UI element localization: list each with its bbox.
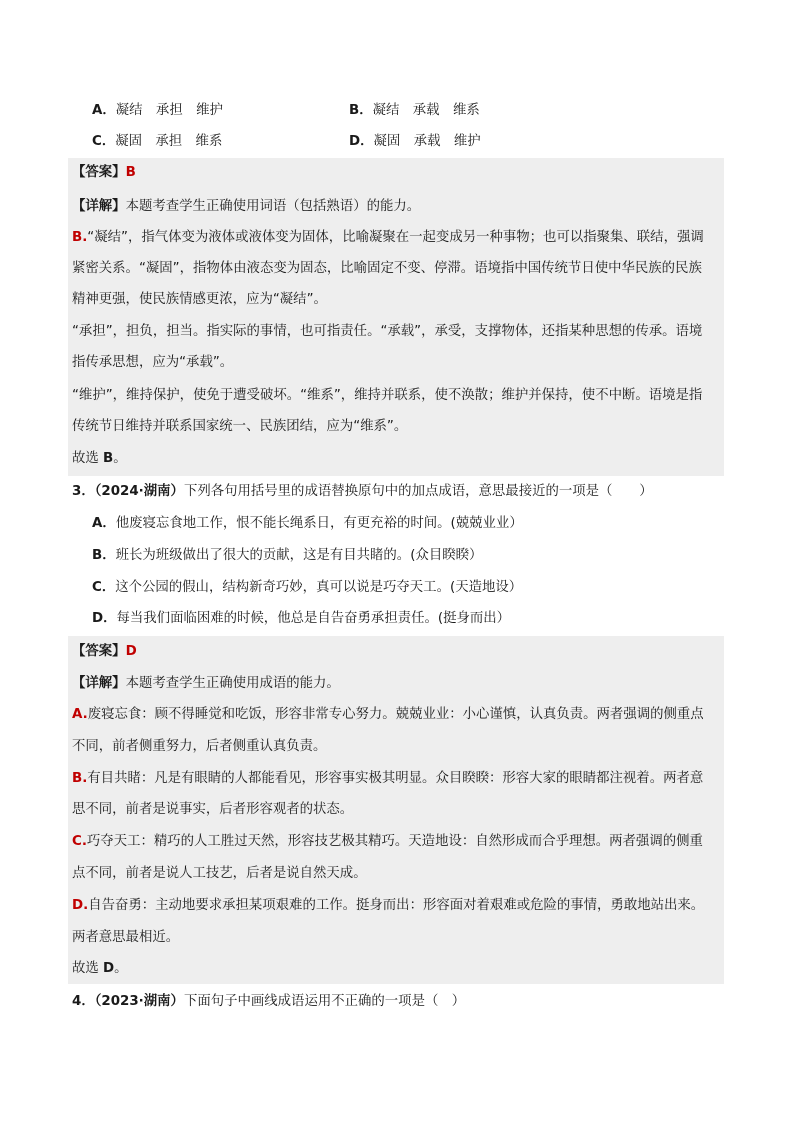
q3-detail-line: 思不同，前者是说事实，后者形容观者的状态。 (72, 802, 354, 817)
q3-stem: 3．（2024·湖南）下列各句用括号里的成语替换原句中的加点成语，意思最接近的一项是（ ） (72, 484, 653, 499)
q2-detail-line: 传统节日维持并联系国家统一、民族团结，应为“维系”。 (72, 419, 408, 434)
q2-detail-line: 精神更强，使民族情感更浓，应为“凝结”。 (72, 292, 327, 307)
q3-detail-line: D.自告奋勇：主动地要求承担某项艰难的工作。挺身而出：形容面对着艰难或危险的事情，勇敢地站出来。 (72, 898, 705, 913)
q3-option-b: B．班长为班级做出了很大的贡献，这是有目共睹的。(众目睽睽） (92, 548, 483, 563)
q2-option-b: B．凝结 承载 维系 (349, 103, 480, 118)
q3-detail-line: 不同，前者侧重努力，后者侧重认真负责。 (72, 739, 327, 754)
q2-detail-line: 指传承思想，应为“承载”。 (72, 355, 234, 370)
q3-detail-line: 点不同，前者是说人工技艺，后者是说自然天成。 (72, 866, 367, 881)
q4-stem: 4．（2023·湖南）下面句子中画线成语运用不正确的一项是（ ） (72, 994, 466, 1009)
q2-option-d: D．凝固 承载 维护 (349, 134, 481, 149)
q2-detail-intro: 【详解】本题考查学生正确使用词语（包括熟语）的能力。 (72, 199, 421, 214)
q3-detail-line: 两者意思最相近。 (72, 930, 180, 945)
q2-detail-line: “维护”，维持保护，使免于遭受破坏。“维系”，维持并联系，使不涣散；维护并保持，使不中断。语境是指 (72, 388, 703, 403)
q3-option-a: A．他废寝忘食地工作，恨不能长绳系日，有更充裕的时间。(兢兢业业） (92, 516, 523, 531)
q3-answer: 【答案】D (72, 644, 137, 659)
q3-option-d: D．每当我们面临困难的时候，他总是自告奋勇承担责任。(挺身而出） (92, 611, 511, 626)
q2-option-a: A．凝结 承担 维护 (92, 103, 223, 118)
q3-conclusion: 故选 D。 (72, 961, 128, 976)
q2-detail-line: B.“凝结”，指气体变为液体或液体变为固体，比喻凝聚在一起变成另一种事物；也可以指聚集、联结，强调 (72, 230, 704, 245)
q3-detail-intro: 【详解】本题考查学生正确使用成语的能力。 (72, 676, 340, 691)
q3-detail-line: B.有目共睹：凡是有眼睛的人都能看见，形容事实极其明显。众目睽睽：形容大家的眼睛都注视着。两者意 (72, 771, 704, 786)
q2-option-c: C．凝固 承担 维系 (92, 134, 223, 149)
q2-detail-line: 紧密关系。“凝固”，指物体由液态变为固态，比喻固定不变、停滞。语境指中国传统节日使中华民族的民族 (72, 261, 702, 276)
q2-detail-line: “承担”，担负，担当。指实际的事情，也可指责任。“承载”，承受，支撑物体，还指某种思想的传承。语境 (72, 324, 703, 339)
q3-option-c: C．这个公园的假山，结构新奇巧妙，真可以说是巧夺天工。(天造地设） (92, 580, 523, 595)
q2-conclusion: 故选 B。 (72, 451, 127, 466)
q3-detail-line: C.巧夺天工：精巧的人工胜过天然，形容技艺极其精巧。天造地设：自然形成而合乎理想。两者强调的侧重 (72, 834, 703, 849)
q3-detail-line: A.废寝忘食：顾不得睡觉和吃饭，形容非常专心努力。兢兢业业：小心谨慎，认真负责。两者强调的侧重点 (72, 707, 704, 722)
q2-answer: 【答案】B (72, 165, 136, 180)
